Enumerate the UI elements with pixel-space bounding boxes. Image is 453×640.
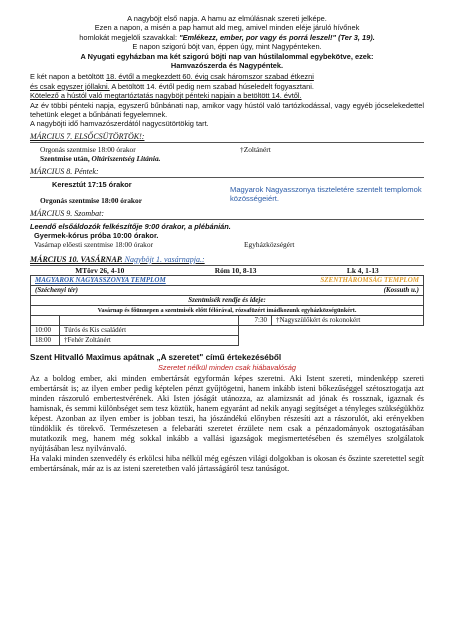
church-right-address: (Kossuth u.): [239, 285, 424, 295]
article-section: [30, 353, 424, 474]
fasting-rule-underlined-2: és csak egyszer jóllakni.: [30, 81, 110, 91]
intention-right: [272, 335, 424, 345]
thursday-after-mass: [30, 154, 424, 163]
thursday-mass: Orgonás szentmise 18:00 órakor: [40, 144, 136, 154]
saturday-section: [30, 209, 424, 250]
church-right-name: SZENTHÁROMSÁG TEMPLOM: [239, 275, 424, 285]
church-address-row: [31, 285, 424, 295]
saturday-heading: MÁRCIUS 9. Szombat:: [30, 209, 424, 220]
sunday-heading: [30, 255, 424, 266]
children-choir: Gyermek-kórus próba 10:00 órakor.: [34, 230, 159, 240]
saturday-mass-text: Vasárnap előesti szentmise: [34, 240, 114, 250]
time-right: 7:30: [239, 315, 272, 325]
intro-section: [30, 14, 424, 129]
fasting-rule-underlined-1: 18. évtől a megkezdett 60. évig csak háromszor szabad étkezni: [106, 72, 314, 82]
friday-left: [30, 180, 230, 206]
friday-row: [30, 180, 424, 206]
bulletin-page: [30, 14, 424, 474]
friday-intention-note: Magyarok Nagyasszonya tiszteletére szentelt templomok közösségeiért.: [230, 184, 422, 204]
first-communion-prep: Leendő elsőáldozók felkészítője 9:00 órakor, a plébánián.: [30, 221, 231, 231]
table-row: [31, 325, 424, 335]
time-left: 18:00: [31, 335, 60, 345]
ash-quote-ref: (Ter 3, 19).: [336, 32, 375, 42]
thursday-mass-intention: †Zoltánért: [240, 144, 271, 154]
reading-1: MTörv 26, 4-10: [75, 265, 125, 275]
schedule-note-row: [31, 305, 424, 315]
thursday-section: [30, 132, 424, 164]
saturday-mass-intention: Egyházközségért: [244, 240, 295, 250]
intro-line-6: Hamvazószerda és Nagypéntek.: [170, 61, 284, 71]
intention-left: Túrós és Kis családért: [60, 325, 239, 335]
schedule-title-row: [31, 295, 424, 305]
thursday-after-text: Szentmise után,: [40, 154, 92, 164]
fasting-rule: [30, 72, 424, 91]
mass-schedule-table: [30, 275, 424, 346]
fasting-rule-text-2: A betöltött 14. évtől pedig nem szabad húseledelt fogyasztani.: [109, 81, 314, 91]
intention-right: †Nagyszülőkért és rokonokért: [272, 315, 424, 325]
intention-left: †Fehér Zoltánért: [60, 335, 239, 345]
sunday-section: [30, 255, 424, 346]
abstinence-rule: Kötelező a hústól való megtartóztatás nagyböjt pénteki napjain a betöltött 14. évtől.: [30, 91, 302, 101]
article-subtitle: Szeretet nélkül minden csak hiábavalóság: [157, 362, 297, 372]
church-left-address: (Széchenyi tér): [31, 285, 239, 295]
article-paragraph-2: Ha valaki minden szenvedély és erkölcsi hiba nélkül még egészen világi dolgokban is okosan és őszinte szeretettel segít embertársának, már az is az isteni szeretetben való jártasságáról tesz tanúságot.: [30, 454, 424, 474]
litany: Oltáriszentség Litánia.: [91, 154, 161, 164]
time-right: [239, 325, 272, 335]
time-left: [31, 315, 60, 325]
friday-way-of-cross: Keresztút 17:15 órakor: [52, 179, 132, 189]
friday-heading: MÁRCIUS 8. Péntek:: [30, 167, 424, 178]
reading-3: Lk 4, 1-13: [346, 265, 379, 275]
thursday-heading: MÁRCIUS 7. ELSŐCSÜTÖRTÖK!:: [30, 132, 424, 143]
table-row: [31, 315, 424, 325]
table-row: [31, 335, 424, 345]
saturday-mass: [34, 240, 244, 249]
sunday-name: Nagyböjt 1. vasárnapja.:: [122, 254, 205, 264]
intro-line-4: E napon szigorú böjt van, éppen úgy, mint Nagypénteken.: [132, 42, 322, 52]
time-right: [239, 335, 272, 345]
article-paragraph-1: Az a boldog ember, aki minden embertársát egyformán képes szeretni. Aki Istent szereti, mindenképp szereti embertársát is; az ilyen ember pedig képtelen pénzt gyűjtögetni, hanem inkább isteni bőkezűséggel szétosztogatja azt minden rászoruló embertestvérének. Aki Isten jóságát utánozza, az alamizsnát ad jónak és rossznak, igaznak és hamisnak, és semmi különbséget sem tesz köztük, hanem egyaránt ad nekik anyagi segítséget a tényleges szükségükhöz képest. Azonban az ilyen ember is jobban teszi, ha jószándékú előnyben részesíti azt a rászorulót, aki erényekben tündöklik és törekvő. Természetesen a felebaráti szeretet érzülete nem csak a pénzadományok osztogatásában mutatkozik meg, hanem még sokkal inkább a vallási igazságok megismertetésében és személyes szolgálatok nyújtásában lesz nyilvánvaló.: [30, 374, 424, 454]
church-left-name: MAGYAROK NAGYASSZONYA TEMPLOM: [31, 275, 239, 285]
thursday-mass-row: [30, 145, 424, 154]
friday-rule: Az év többi pénteki napja, egyszerű bűnbánati nap, amikor vagy hústól való tartózkodással, vagy egyéb jócselekedettel tehetünk eleget a bűnbánati fegyelemnek.: [30, 100, 424, 120]
intention-left: [60, 315, 239, 325]
friday-mass: Orgonás szentmise 18:00 órakor: [40, 196, 143, 206]
intro-line-3: [30, 33, 424, 42]
friday-section: [30, 167, 424, 206]
church-name-row: [31, 275, 424, 285]
intro-line-1: A nagyböjt első napja. A hamu az elmúlásnak szereti jelképe.: [127, 14, 327, 23]
fasting-rule-text: E két napon a betöltött: [30, 72, 107, 82]
intention-right: [272, 325, 424, 335]
intro-line-5: A Nyugati egyházban ma két szigorú böjti nap van hústilalommal egybekötve, ezek:: [80, 51, 374, 61]
saturday-mass-time: 18:00 órakor: [113, 240, 154, 250]
time-left: 10:00: [31, 325, 60, 335]
schedule-note: Vasárnap és főünnepen a szentmisék előtt félórával, rózsafüzért imádkozunk egyházközségünkért.: [31, 305, 424, 315]
article-title: Szent Hitvalló Maximus apátnak „A szeretet" című értekezéséből: [30, 352, 282, 362]
schedule-title: Szentmisék rendje és ideje:: [31, 295, 424, 305]
intro-line-2: Ezen a napon, a misén a pap hamut ald meg, amivel minden eléje járuló hívőnek: [94, 23, 360, 33]
sunday-date: MÁRCIUS 10. VASÁRNAP.: [30, 254, 123, 264]
reading-2: Róm 10, 8-13: [214, 265, 257, 275]
lent-period: A nagyböjti idő hamvazószerdától nagycsütörtökig tart.: [30, 119, 209, 129]
saturday-mass-row: [30, 240, 424, 249]
ash-quote: "Emlékezz, ember, por vagy és porrá leszel!": [179, 32, 337, 42]
readings-row: [30, 266, 424, 275]
intro-line-3-text: homlokát megjelöli szavakkal:: [79, 32, 180, 42]
